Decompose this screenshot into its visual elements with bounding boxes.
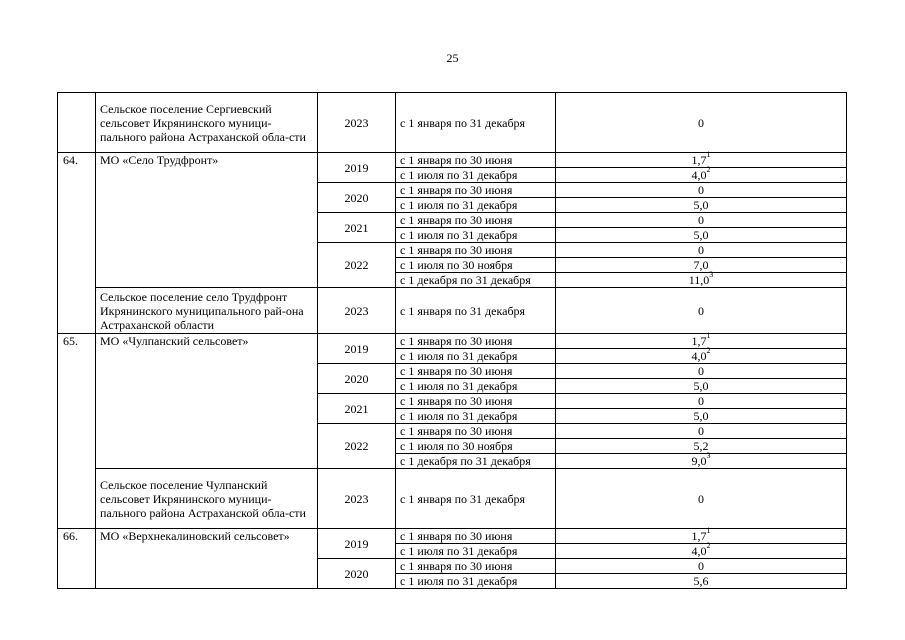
table-row [58, 153, 847, 168]
value-cell: 0 [556, 93, 847, 153]
year-cell: 2021 [318, 394, 396, 424]
value-cell: 0 [556, 288, 847, 334]
period-cell: с 1 января по 30 июня [396, 424, 556, 439]
period-cell: с 1 января по 30 июня [396, 559, 556, 574]
settlement-name: МО «Село Трудфронт» [96, 153, 318, 288]
period-cell: с 1 декабря по 31 декабря [396, 454, 556, 469]
period-cell: с 1 января по 30 июня [396, 394, 556, 409]
period-cell: с 1 июля по 31 декабря [396, 228, 556, 243]
value-cell: $1,7^1$ [556, 153, 847, 168]
year-cell: 2021 [318, 213, 396, 243]
value-cell: 0 [556, 243, 847, 258]
value-cell: $1,7^1$ [556, 334, 847, 349]
year-cell: 2022 [318, 424, 396, 469]
value-cell: 5,0 [556, 379, 847, 394]
row-number: 65. [58, 334, 96, 529]
period-cell: с 1 июля по 31 декабря [396, 379, 556, 394]
period-cell: с 1 января по 31 декабря [396, 469, 556, 529]
value-cell: 0 [556, 394, 847, 409]
period-cell: с 1 декабря по 31 декабря [396, 273, 556, 288]
period-cell: с 1 января по 30 июня [396, 529, 556, 544]
period-cell: с 1 июля по 31 декабря [396, 574, 556, 589]
value-cell: 5,0 [556, 228, 847, 243]
value-cell: $9,0^3$ [556, 454, 847, 469]
period-cell: с 1 июля по 31 декабря [396, 198, 556, 213]
value-cell: 11,0$^3$ [556, 273, 847, 288]
value-cell: 5,6 [556, 574, 847, 589]
year-cell: 2020 [318, 183, 396, 213]
period-cell: с 1 июля по 31 декабря [396, 544, 556, 559]
settlement-name: МО «Чулпанский сельсовет» [96, 334, 318, 469]
period-cell: с 1 января по 30 июня [396, 153, 556, 168]
value-cell: 7,0 [556, 258, 847, 273]
value-cell: 0 [556, 364, 847, 379]
value-cell: 5,0 [556, 198, 847, 213]
value-cell: 0 [556, 213, 847, 228]
year-cell: 2022 [318, 243, 396, 288]
settlement-name: МО «Верхнекалиновский сельсовет» [96, 529, 318, 589]
table-row [58, 469, 847, 529]
period-cell: с 1 июля по 31 декабря [396, 168, 556, 183]
period-cell: с 1 января по 30 июня [396, 334, 556, 349]
settlement-name: Сельское поселение село Трудфронт Икрянинского муниципального рай-она Астраханской области [96, 288, 318, 334]
value-cell: 5,2 [556, 439, 847, 454]
value-cell: 0 [556, 183, 847, 198]
period-cell: с 1 июля по 30 ноября [396, 439, 556, 454]
period-cell: с 1 июля по 30 ноября [396, 258, 556, 273]
year-cell: 2019 [318, 334, 396, 364]
row-number [58, 93, 96, 153]
year-cell: 2019 [318, 529, 396, 559]
period-cell: с 1 января по 31 декабря [396, 288, 556, 334]
value-cell: $4,0^2$ [556, 168, 847, 183]
settlement-name: Сельское поселение Сергиевский сельсовет Икрянинского муници-пального района Астраханской обла-сти [96, 93, 318, 153]
value-cell: $4,0^2$ [556, 544, 847, 559]
row-number: 66. [58, 529, 96, 589]
year-cell: 2020 [318, 364, 396, 394]
settlement-name: Сельское поселение Чулпанский сельсовет Икрянинского муници-пального района Астраханской обла-сти [96, 469, 318, 529]
period-cell: с 1 июля по 31 декабря [396, 409, 556, 424]
tariff-table [57, 92, 847, 589]
period-cell: с 1 января по 30 июня [396, 183, 556, 198]
page-number: 25 [446, 51, 459, 65]
table-row [58, 93, 847, 153]
year-cell: 2023 [318, 288, 396, 334]
value-cell: 0 [556, 559, 847, 574]
value-cell: $1,7^1$ [556, 529, 847, 544]
value-cell: 5,0 [556, 409, 847, 424]
period-cell: с 1 января по 31 декабря [396, 93, 556, 153]
period-cell: с 1 января по 30 июня [396, 364, 556, 379]
period-cell: с 1 июля по 31 декабря [396, 349, 556, 364]
year-cell: 2023 [318, 93, 396, 153]
row-number: 64. [58, 153, 96, 334]
value-cell: $4,0^2$ [556, 349, 847, 364]
value-cell: 0 [556, 424, 847, 439]
value-cell: 0 [556, 469, 847, 529]
table-row [58, 334, 847, 349]
period-cell: с 1 января по 30 июня [396, 213, 556, 228]
year-cell: 2020 [318, 559, 396, 589]
year-cell: 2023 [318, 469, 396, 529]
year-cell: 2019 [318, 153, 396, 183]
table-row [58, 288, 847, 334]
period-cell: с 1 января по 30 июня [396, 243, 556, 258]
table-row [58, 529, 847, 544]
